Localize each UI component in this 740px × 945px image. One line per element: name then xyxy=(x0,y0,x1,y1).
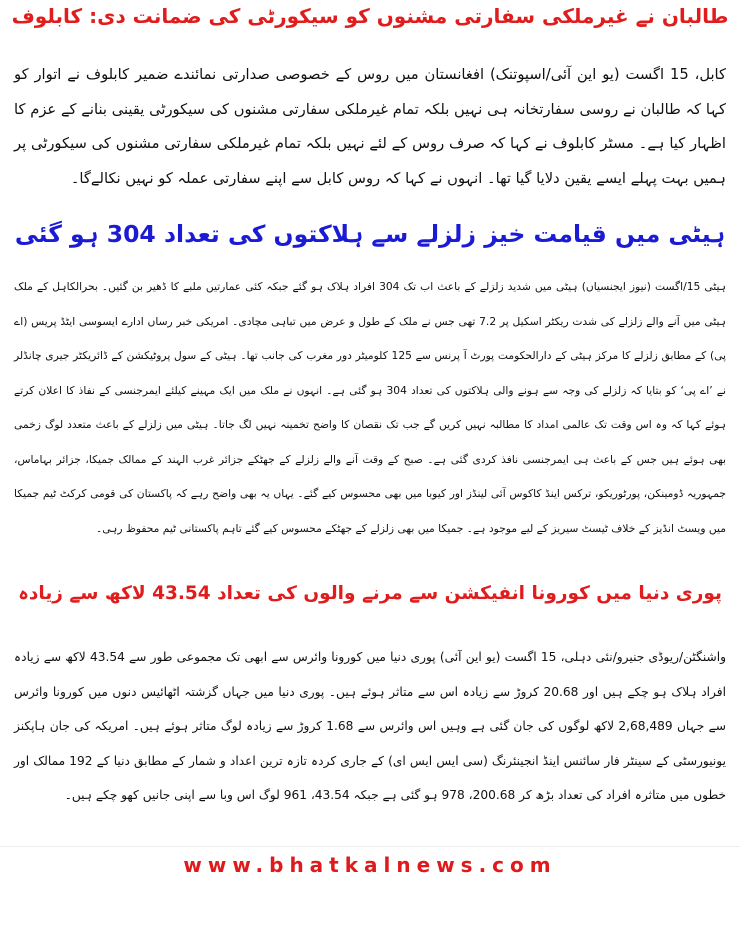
article1-body: کابل، 15 اگست (یو این آئی/اسپوتنک) افغانستان میں روس کے خصوصی صدارتی نمائندے ضمیر کابلوف نے اتوار کو کہا کہ طالبان نے روسی سفارتخانہ ہی نہیں بلکہ تمام غیرملکی سفارتی مشنوں کی سیکورٹی یقینی بنانے کے عزم کا اظہار کیا ہے۔ مسٹر کابلوف نے کہا کہ صرف روس کے لئے نہیں بلکہ تمام غیرملکی سفارتی مشنوں کی سیکورٹی پر ہمیں بہت پہلے ایسے یقین دلایا گیا تھا۔ انہوں نے کہا کہ روس کابل سے اپنے سفارتی عملہ کو نہیں نکالےگا۔ xyxy=(14,66,727,187)
article2-body: ہیٹی 15/اگست (نیوز ایجنسیاں) ہیٹی میں شدید زلزلے کے باعث اب تک 304 افراد ہلاک ہو گئے جبکہ کئی عمارتیں ملبے کا ڈھیر بن گئیں۔ بحرالکاہل کے ملک ہیٹی میں آنے والے زلزلے کی شدت ریکٹر اسکیل پر 7.2 تھی جس نے ملک کے طول و عرض میں تباہی مچادی۔ امریکی خبر رساں ادارے ایسوسی ایٹڈ پریس (اے پی) کے مطابق زلزلے کا مرکز ہیٹی کے دارالحکومت پورٹ آ پرنس سے 125 کلومیٹر دور مغرب کی جانب تھا۔ ہیٹی کے سول پروٹیکشن کے ڈائریکٹر جیری چانڈلر نے ’اے پی‘ کو بتایا کہ زلزلے کی وجہ سے ہونے والی ہلاکتوں کی تعداد 304 ہو گئی ہے۔ انہوں نے ملک میں ایک مہینے کیلئے ایمرجنسی کے نفاذ کا اعلان کرتے ہوئے کہا کہ وہ اس وقت تک عالمی امداد کا مطالبہ نہیں کریں گے جب تک نقصان کا واضح تخمینہ نہیں لگ جاتا۔ ہیٹی میں زلزلے کے باعث متعدد لوگ زخمی بھی ہوئے ہیں جس کے باعث ہی ایمرجنسی نافذ کردی گئی ہے۔ صبح کے وقت آنے والے زلزلے کے جھٹکے جزائر غرب الہند کے ممالک جمیکا، جزائر بہاماس، جمہوریہ ڈومینکن، پورٹوریکو، ترکس اینڈ کاکوس آئی لینڈز اور کیوبا میں بھی محسوس کیے گئے۔ یہاں یہ بھی واضح رہے کہ پاکستان کی قومی کرکٹ ٹیم جمیکا میں ویسٹ انڈیز کے خلاف ٹیسٹ سیریز کے لیے موجود ہے۔ جمیکا میں بھی زلزلے کے جھٹکے محسوس کیے گئے تاہم پاکستانی ٹیم محفوظ رہی۔ xyxy=(14,280,726,535)
article1-headline: طالبان نے غیرملکی سفارتی مشنوں کو سیکورٹی کی ضمانت دی: کابلوف xyxy=(11,4,729,28)
article3-body: واشنگٹن/ریوڈی جنیرو/نئی دہلی، 15 اگست (یو این آئی) پوری دنیا میں کورونا وائرس سے ابھی تک مجموعی طور سے 43.54 لاکھ سے زیادہ افراد ہلاک ہو چکے ہیں اور 20.68 کروڑ سے زیادہ اس سے متاثر ہوئے ہیں۔ پوری دنیا میں جہاں گزشتہ اٹھائیس دنوں میں کورونا وائرس سے جہاں 2,68,489 لاکھ لوگوں کی جان گئی ہے وہیں اس وائرس سے 1.68 کروڑ سے زیادہ لوگ متاثر ہوئے ہیں۔ امریکہ کی جان ہاپکنز یونیورسٹی کے سینٹر فار سائنس اینڈ انجینئرنگ (سی ایس ایس ای) کے جاری کردہ تازہ ترین اعداد و شمار کے مطابق دنیا کے 192 ممالک اور خطوں میں متاثرہ افراد کی تعداد بڑھ کر 200.68، 978 ہو گئی ہے جبکہ 43.54، 961 لوگ اس وبا سے اپنی جانیں کھو چکے ہیں۔ xyxy=(14,650,726,802)
article3-headline: پوری دنیا میں کورونا انفیکشن سے مرنے والوں کی تعداد 43.54 لاکھ سے زیادہ xyxy=(18,583,722,604)
footer-divider xyxy=(0,846,740,847)
article2-headline: ہیٹی میں قیامت خیز زلزلے سے ہلاکتوں کی تعداد 304 ہو گئی xyxy=(14,220,726,248)
website-url: www.bhatkalnews.com xyxy=(183,853,557,877)
